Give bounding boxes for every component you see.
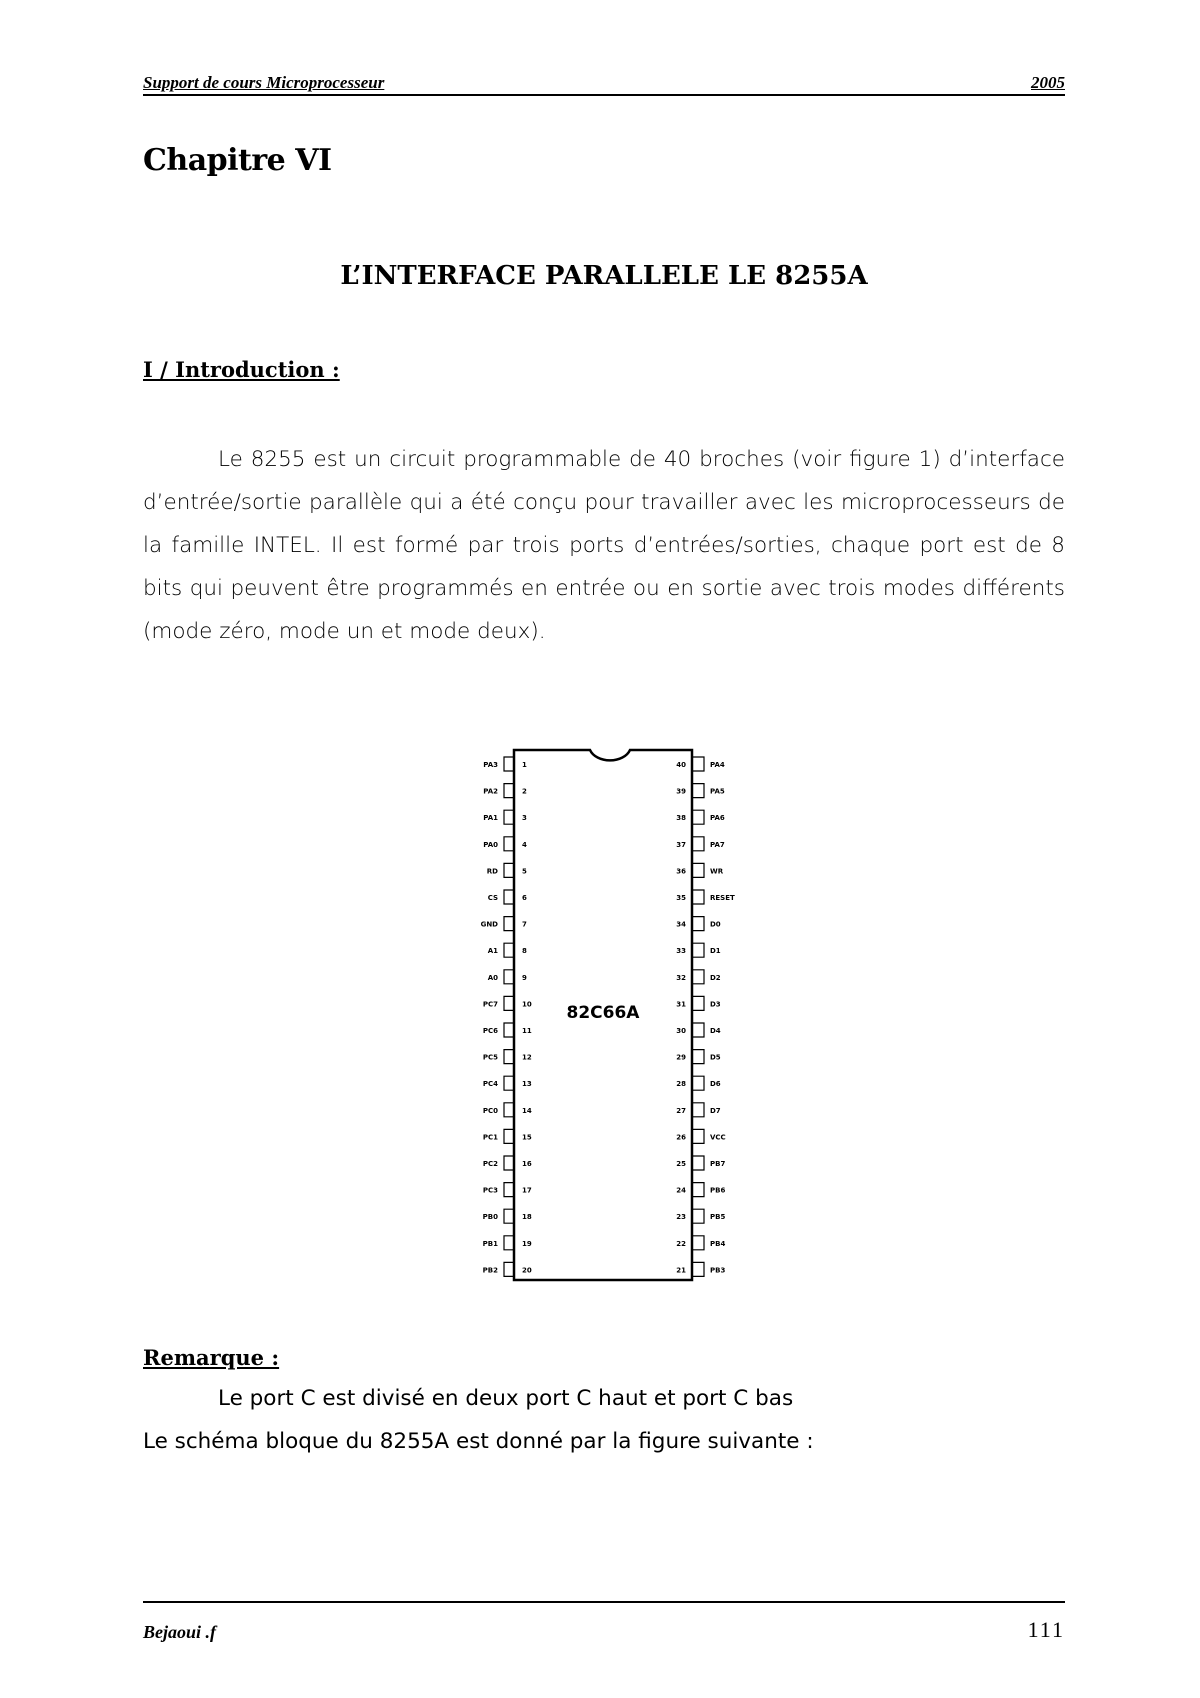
pin-number: 8 [522, 947, 527, 956]
pin-number: 34 [676, 920, 686, 929]
pin-number: 22 [676, 1239, 686, 1248]
page-title: L’INTERFACE PARALLELE LE 8255A [340, 261, 868, 291]
pin-label: D0 [710, 920, 721, 929]
remark-line-1: Le port C est divisé en deux port C haut et port C bas [218, 1386, 794, 1411]
pin-label: PB0 [482, 1213, 498, 1222]
pin-number: 7 [522, 920, 527, 929]
pin-label: D5 [710, 1053, 721, 1062]
pin-number: 31 [676, 1000, 686, 1009]
pin-label: PA3 [483, 761, 498, 769]
pin-label: A1 [487, 947, 498, 956]
pin-number: 40 [676, 761, 686, 769]
pin-label: PC5 [482, 1053, 498, 1062]
pin-number: 25 [676, 1160, 686, 1168]
pin-label: RD [486, 867, 498, 876]
pin-number: 2 [522, 787, 527, 796]
pin-number: 15 [522, 1133, 532, 1142]
pin-number: 28 [676, 1080, 686, 1089]
pin-label: PC0 [482, 1106, 498, 1115]
pin-number: 23 [676, 1213, 686, 1222]
pin-number: 27 [676, 1106, 686, 1115]
pin-label: D1 [710, 947, 721, 956]
pin-number: 18 [522, 1213, 532, 1222]
pin-label: PA1 [483, 814, 498, 823]
pin-label: WR [710, 867, 724, 876]
pin-number: 10 [522, 1000, 532, 1009]
pin-label: RESET [710, 894, 735, 902]
pin-label: D7 [710, 1106, 721, 1115]
pin-label: PB5 [710, 1213, 726, 1222]
pin-number: 30 [676, 1027, 686, 1035]
pin-number: 12 [522, 1053, 532, 1062]
pin-number: 6 [522, 894, 527, 902]
pin-label: PB4 [710, 1239, 726, 1248]
chip-pinout-diagram [460, 742, 760, 1287]
pin-number: 1 [522, 761, 527, 769]
pin-label: PC2 [482, 1160, 498, 1168]
pin-number: 20 [522, 1266, 532, 1275]
intro-paragraph: Le 8255 est un circuit programmable de 40 broches (voir figure 1) d’interface d’entrée/sortie parallèle qui a été conçu pour travailler avec les microprocesseurs de la famille INTEL. Il est formé par trois ports d’entrées/sorties, chaque port est de 8 bits qui peuvent être programmés en entrée ou en sortie avec trois modes différents (mode zéro, mode un et mode deux). [143, 447, 1065, 644]
pin-number: 36 [676, 867, 686, 876]
pin-number: 16 [522, 1160, 532, 1168]
pin-number: 13 [522, 1080, 532, 1089]
pin-label: PA7 [710, 840, 725, 849]
chip-name: 82C66A [566, 1003, 640, 1023]
pin-number: 14 [522, 1106, 532, 1115]
remark-heading: Remarque : [143, 1345, 280, 1370]
pin-label: PC4 [482, 1080, 498, 1089]
pin-label: D3 [710, 1000, 721, 1009]
pin-number: 9 [522, 973, 527, 982]
pin-number: 35 [676, 894, 686, 902]
pin-label: D2 [710, 973, 721, 982]
pin-label: PC1 [482, 1133, 498, 1142]
page-header [143, 70, 1065, 96]
pin-number: 29 [676, 1053, 686, 1062]
pin-label: VCC [710, 1133, 726, 1142]
page-footer [143, 1601, 1065, 1643]
pin-label: PA4 [710, 761, 725, 769]
pin-label: PB2 [482, 1266, 498, 1275]
pin-number: 38 [676, 814, 686, 823]
pin-label: PB1 [482, 1239, 498, 1248]
pin-label: PB6 [710, 1186, 726, 1195]
pin-number: 11 [522, 1027, 532, 1035]
pin-label: PB7 [710, 1160, 726, 1168]
pin-number: 19 [522, 1239, 532, 1248]
pin-number: 3 [522, 814, 527, 823]
pin-number: 4 [522, 840, 527, 849]
pin-label: PC6 [482, 1027, 498, 1035]
pin-number: 33 [676, 947, 686, 956]
pin-label: PB3 [710, 1266, 726, 1275]
pin-label: PA6 [710, 814, 725, 823]
pin-label: PA5 [710, 787, 725, 796]
pin-number: 32 [676, 973, 686, 982]
chapter-heading: Chapitre VI [143, 143, 332, 178]
pin-label: A0 [487, 973, 498, 982]
course-title: Support de cours Microprocesseur [143, 73, 385, 92]
pin-number: 21 [676, 1266, 686, 1275]
pin-number: 37 [676, 840, 686, 849]
section-heading: I / Introduction : [143, 357, 340, 382]
pin-label: CS [487, 894, 498, 902]
pin-label: D4 [710, 1027, 721, 1035]
pin-label: GND [480, 920, 498, 929]
pin-number: 17 [522, 1186, 532, 1195]
page-number: 111 [1027, 1617, 1065, 1642]
pin-number: 5 [522, 867, 527, 876]
pin-label: PC3 [482, 1186, 498, 1195]
pin-label: PA0 [483, 840, 498, 849]
author: Bejaoui .f [143, 1622, 217, 1642]
pin-label: D6 [710, 1080, 721, 1089]
remark-line-2: Le schéma bloque du 8255A est donné par la figure suivante : [143, 1429, 814, 1454]
pin-label: PC7 [482, 1000, 498, 1009]
pin-label: PA2 [483, 787, 498, 796]
pin-number: 39 [676, 787, 686, 796]
pin-number: 26 [676, 1133, 686, 1142]
pin-number: 24 [676, 1186, 686, 1195]
header-year: 2005 [1031, 73, 1065, 92]
